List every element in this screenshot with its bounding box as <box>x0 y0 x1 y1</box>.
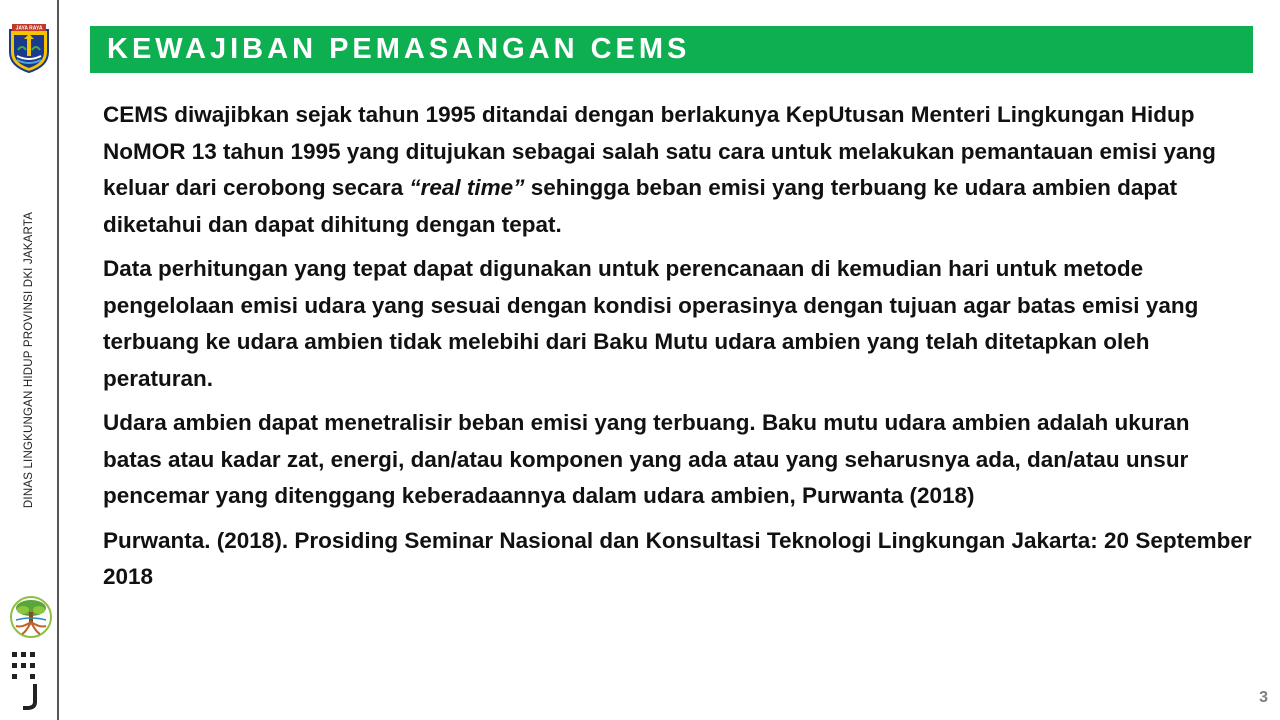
paragraph-1-italic-phrase: “real time” <box>409 175 525 200</box>
slide-title: KEWAJIBAN PEMASANGAN CEMS <box>107 33 691 65</box>
paragraph-1-text-start: CEMS diwajibkan sejak tahun 1995 ditandai dengan berlakunya KepUtusan Menteri Lingkungan Hidup NoMOR 13 tahun 1995 yang ditujukan sebagai salah satu cara untuk melakukan pemantauan emisi yang keluar dari cerobong secara <box>103 102 1216 200</box>
slide-content <box>103 97 1253 604</box>
sidebar <box>0 0 59 720</box>
title-bar <box>90 26 1253 73</box>
paragraph-1-text-end: sehingga beban emisi yang terbuang ke udara ambien dapat diketahui dan dapat dihitung dengan tepat. <box>103 175 1178 237</box>
environment-tree-logo-icon <box>8 594 54 640</box>
paragraph-reference: Purwanta. (2018). Prosiding Seminar Nasional dan Konsultasi Teknologi Lingkungan Jakarta: 20 September 2018 <box>103 527 1252 589</box>
emblem-text: JAYA RAYA <box>15 25 43 32</box>
page-number: 3 <box>1259 689 1268 706</box>
j-dots-logo-icon <box>12 652 48 712</box>
paragraph-2: Data perhitungan yang tepat dapat digunakan untuk perencanaan di kemudian hari untuk metode pengelolaan emisi udara yang sesuai dengan kondisi operasinya dengan tujuan agar batas emisi yang terbuang ke udara ambien tidak melebihi dari Baku Mutu udara ambien yang telah ditetapkan oleh peraturan. <box>103 256 1199 391</box>
agency-vertical-label: DINAS LINGKUNGAN HIDUP PROVINSI DKI JAKARTA <box>23 211 35 509</box>
paragraph-1 <box>103 97 1253 243</box>
dki-jakarta-emblem-icon <box>6 22 52 74</box>
paragraph-3: Udara ambien dapat menetralisir beban emisi yang terbuang. Baku mutu udara ambien adalah ukuran batas atau kadar zat, energi, dan/atau komponen yang ada atau yang seharusnya ada, dan/atau unsur pencemar yang ditenggang keberadaannya dalam udara ambien, Purwanta (2018) <box>103 410 1190 508</box>
